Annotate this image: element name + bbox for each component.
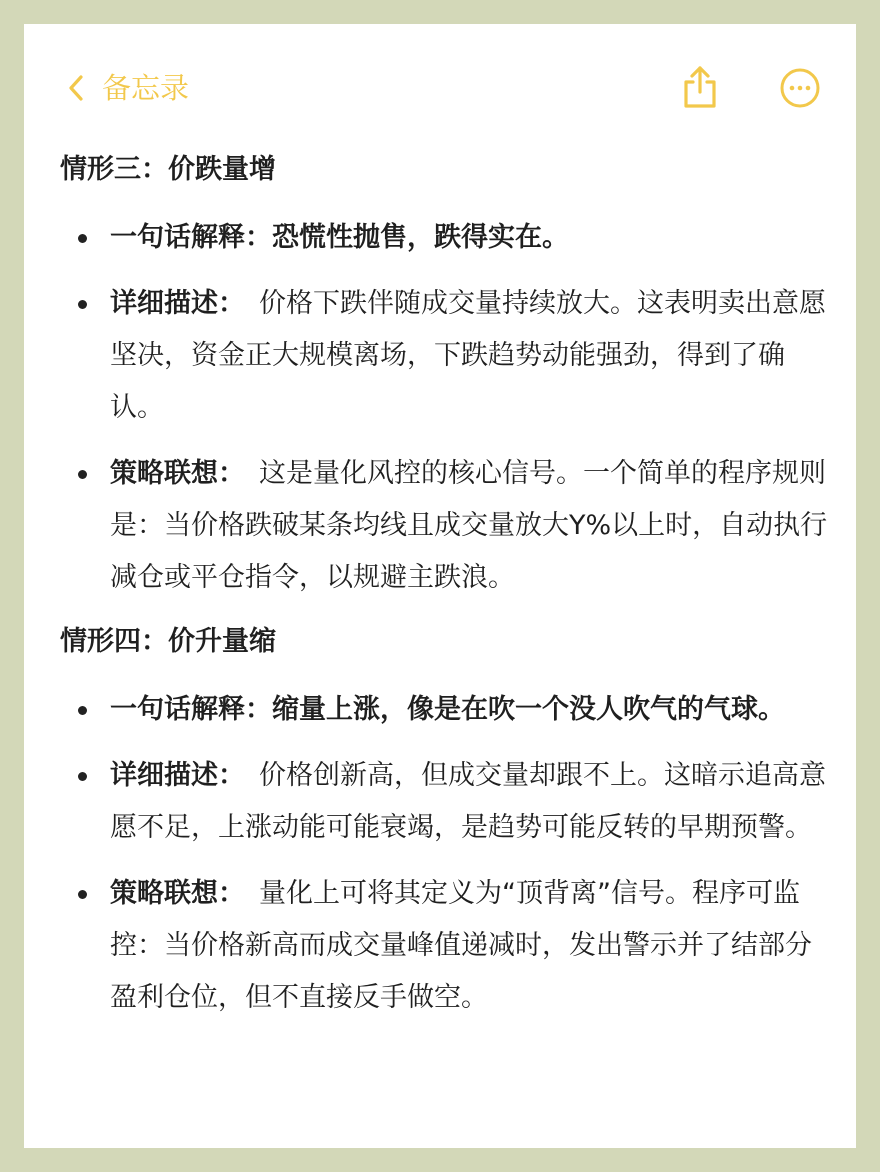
item-label: 详细描述： bbox=[110, 288, 245, 319]
more-button[interactable] bbox=[780, 68, 820, 108]
item-label: 详细描述： bbox=[110, 760, 245, 791]
share-icon bbox=[680, 64, 720, 110]
list-item bbox=[60, 684, 830, 736]
bullet-list bbox=[60, 684, 830, 1024]
back-label: 备忘录 bbox=[102, 71, 190, 105]
list-item bbox=[60, 448, 830, 604]
list-item bbox=[60, 278, 830, 434]
bullet-list bbox=[60, 212, 830, 604]
nav-bar bbox=[24, 24, 856, 144]
item-label: 一句话解释：恐慌性抛售，跌得实在。 bbox=[110, 222, 569, 253]
item-label: 策略联想： bbox=[110, 878, 245, 909]
share-button[interactable] bbox=[680, 64, 720, 110]
note-card bbox=[24, 24, 856, 1148]
note-content bbox=[60, 148, 830, 1024]
section-heading: 情形三：价跌量增 bbox=[60, 154, 276, 185]
list-item bbox=[60, 868, 830, 1024]
back-button[interactable] bbox=[68, 70, 189, 106]
item-text: 量化上可将其定义为“顶背离”信号。程序可监控：当价格新高而成交量峰值递减时，发出警示并了结部分盈利仓位，但不直接反手做空。 bbox=[110, 878, 812, 1013]
item-label: 策略联想： bbox=[110, 458, 245, 489]
more-icon bbox=[780, 68, 820, 108]
list-item bbox=[60, 212, 830, 264]
item-text: 这是量化风控的核心信号。一个简单的程序规则是：当价格跌破某条均线且成交量放大Y%以上时，自动执行减仓或平仓指令，以规避主跌浪。 bbox=[110, 458, 828, 593]
item-text: 价格下跌伴随成交量持续放大。这表明卖出意愿坚决，资金正大规模离场，下跌趋势动能强劲，得到了确认。 bbox=[110, 288, 826, 423]
list-item bbox=[60, 750, 830, 854]
item-label: 一句话解释：缩量上涨，像是在吹一个没人吹气的气球。 bbox=[110, 694, 785, 725]
item-text: 价格创新高，但成交量却跟不上。这暗示追高意愿不足，上涨动能可能衰竭，是趋势可能反转的早期预警。 bbox=[110, 760, 826, 843]
chevron-left-icon bbox=[68, 74, 84, 102]
section-heading: 情形四：价升量缩 bbox=[60, 626, 276, 657]
